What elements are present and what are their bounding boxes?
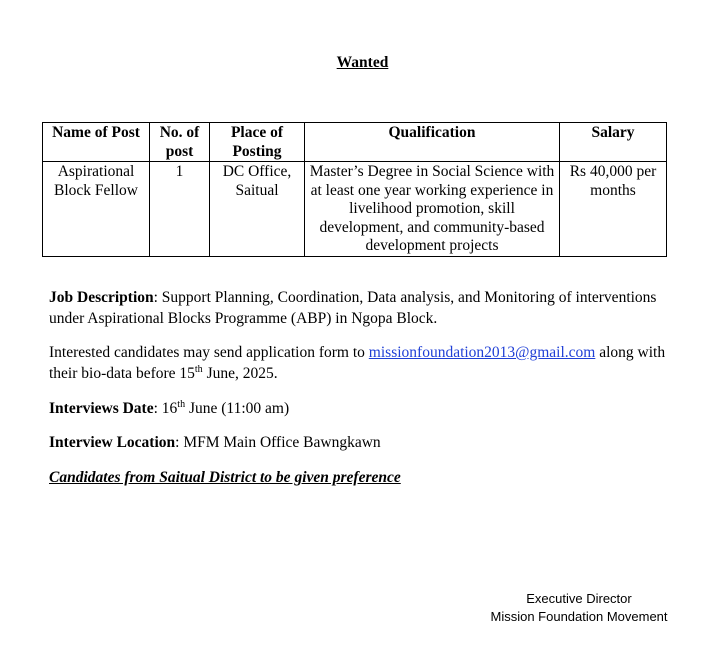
interview-date-sup: th xyxy=(177,398,186,410)
signature-organization: Mission Foundation Movement xyxy=(490,609,668,624)
column-header-name-of-post: Name of Post xyxy=(43,123,150,162)
interview-date xyxy=(49,398,689,419)
interview-location xyxy=(49,432,689,453)
interview-date-suffix: June (11:00 am) xyxy=(185,400,290,417)
job-table xyxy=(42,122,667,257)
table-header-row xyxy=(43,123,667,162)
interview-location-text: : MFM Main Office Bawngkawn xyxy=(175,434,381,451)
job-description xyxy=(49,287,689,329)
table-row xyxy=(43,162,667,257)
cell-no-of-post: 1 xyxy=(150,162,210,257)
preference-note xyxy=(49,467,689,488)
column-header-salary: Salary xyxy=(560,123,667,162)
column-header-no-of-post: No. of post xyxy=(150,123,210,162)
application-instructions xyxy=(49,342,689,384)
signature-title: Executive Director xyxy=(526,591,632,606)
application-middle: along with their bio-data before 15 xyxy=(49,344,666,382)
application-suffix: June, 2025. xyxy=(202,365,278,382)
column-header-qualification: Qualification xyxy=(305,123,560,162)
preference-text: Candidates from Saitual District to be given preference xyxy=(49,469,401,486)
job-description-text: : Support Planning, Coordination, Data analysis, and Monitoring of interventions under Aspirational Blocks Programme (ABP) in Ngopa Block. xyxy=(49,289,657,327)
application-date-suffix: th xyxy=(194,363,203,375)
cell-qualification: Master’s Degree in Social Science with at least one year working experience in livelihood promotion, skill development, and community-based development projects xyxy=(305,162,560,257)
signature-block xyxy=(470,590,688,626)
page-title: Wanted xyxy=(336,54,389,71)
interview-location-label: Interview Location xyxy=(49,434,176,451)
cell-salary: Rs 40,000 per months xyxy=(560,162,667,257)
column-header-place-of-posting: Place of Posting xyxy=(210,123,305,162)
application-prefix: Interested candidates may send application form to xyxy=(49,344,369,361)
email-link[interactable]: missionfoundation2013@gmail.com xyxy=(368,344,596,361)
interview-date-prefix: : 16 xyxy=(153,400,178,417)
interview-date-label: Interviews Date xyxy=(49,400,154,417)
job-description-label: Job Description xyxy=(49,289,154,306)
cell-place-of-posting: DC Office, Saitual xyxy=(210,162,305,257)
cell-name-of-post: Aspirational Block Fellow xyxy=(43,162,150,257)
